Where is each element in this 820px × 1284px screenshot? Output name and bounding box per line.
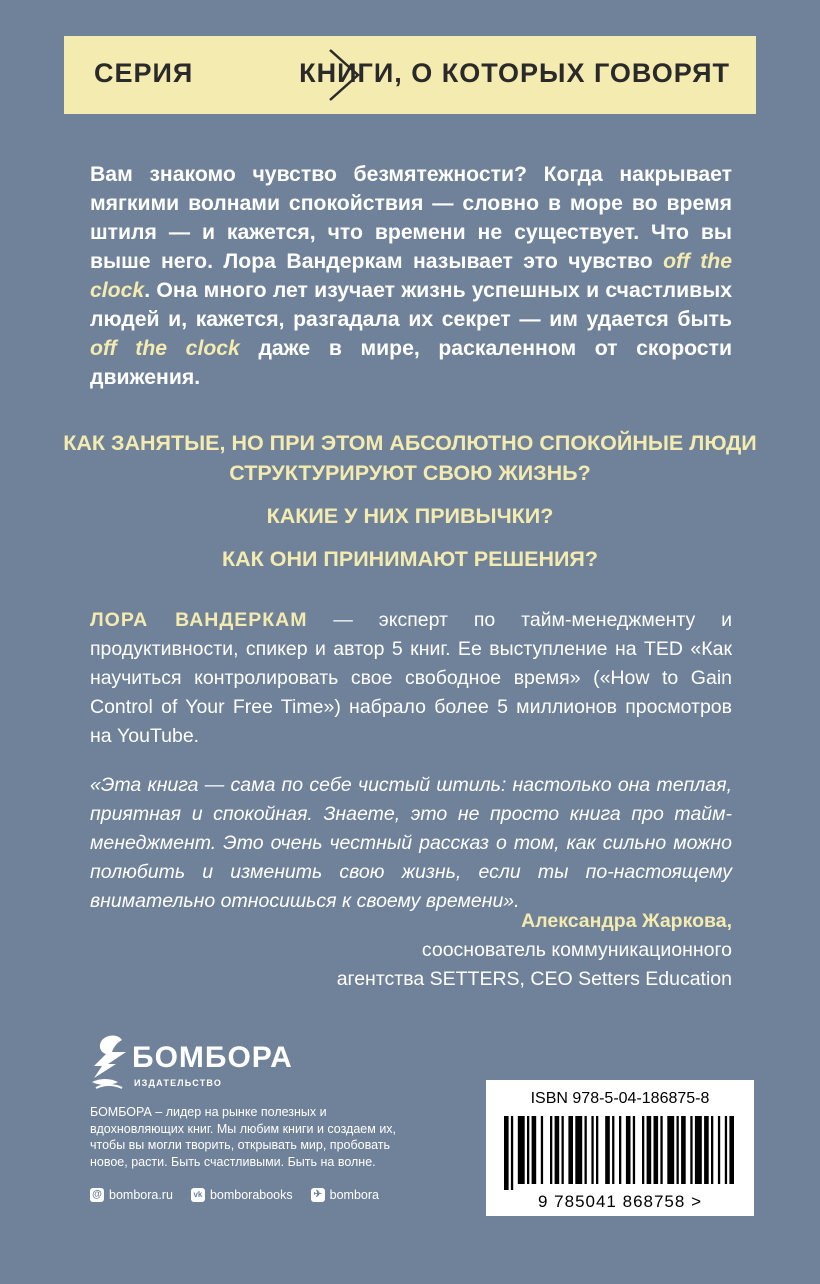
barcode-bar [532,1116,537,1184]
barcode-icon [500,1116,740,1190]
intro-accent-1: off the clock [90,250,732,302]
social-vk[interactable] [191,1188,293,1202]
intro-paragraph [90,160,732,392]
barcode-bar [725,1116,727,1184]
intro-text-2: . Она много лет изучает жизнь успешных и счастливых людей и, кажется, разгадала их секрет — им удается быть [90,279,732,331]
barcode-bar [550,1116,552,1184]
barcode-bar [681,1116,686,1184]
intro-text-3: даже в мире, раскаленном от скорости движения. [90,337,732,389]
barcode-bar [568,1116,573,1184]
barcode-box [486,1080,754,1216]
barcode-bar [511,1116,513,1190]
social-telegram[interactable] [311,1188,379,1202]
barcode-bar [575,1116,582,1184]
series-label: СЕРИЯ [94,58,194,88]
series-name: КНИГИ, О КОТОРЫХ ГОВОРЯТ [299,58,730,88]
barcode-bar [527,1116,529,1184]
barcode-bar [619,1116,621,1184]
barcode-bar [605,1116,610,1184]
telegram-icon: ✈ [311,1188,325,1202]
barcode-bar [660,1116,662,1184]
barcode-bar [555,1116,560,1184]
barcode-bar [690,1116,692,1184]
barcode-bar [504,1116,509,1190]
barcode-bar [642,1116,644,1184]
barcode-bar [596,1116,598,1184]
barcode-bar [647,1116,652,1184]
quote-signature [337,907,732,994]
intro-text-1: Вам знакомо чувство безмятежности? Когда накрывает мягкими волнами спокойствия — словно в море во время штиля — и кажется, что времени не существует. Что вы выше него. Лора Вандеркам называет это чувство [90,163,732,273]
barcode-digits: 9 785041 868758 > [537,1192,702,1211]
social-telegram-label: bombora [329,1188,379,1202]
series-banner [64,36,756,114]
quote-author: Александра Жаркова, [521,910,732,932]
social-website[interactable] [90,1188,173,1202]
barcode-bar [562,1116,564,1184]
social-vk-label: bomborabooks [209,1188,293,1202]
review-quote: «Эта книга — сама по себе чистый штиль: настолько она теплая, приятная и спокойная. Знаете, это не просто книга про тайм-менеджмент. Это очень честный рассказ о том, как сильно можно полюбить и изменить свою жизнь, если ты по-настоящему внимательно относишься к своему времени». [90,774,732,912]
barcode-bar [612,1116,614,1184]
barcode-bar [633,1116,635,1184]
publisher-logo-subtitle: ИЗДАТЕЛЬСТВО [134,1078,223,1088]
barcode-bar [695,1116,702,1184]
author-name: ЛОРА ВАНДЕРКАМ [90,609,308,631]
barcode-bar [518,1116,525,1184]
question-3: КАК ОНИ ПРИНИМАЮТ РЕШЕНИЯ? [221,547,599,571]
barcode-bar [654,1116,659,1184]
barcode-bar [626,1116,631,1184]
barcode-bar [729,1116,734,1184]
isbn-text: ISBN 978-5-04-186875-8 [530,1090,710,1107]
author-bio-text: — эксперт по тайм-менеджменту и продуктивности, спикер и автор 5 книг. Ее выступление на TED «Как научиться контролировать свое свободное время» («How to Gain Control of Your Free Time») набрало более 5 миллионов просмотров на YouTube. [90,609,732,747]
author-bio [90,606,732,751]
barcode-bar [711,1116,713,1184]
publisher-logo-title: БОМБОРА [132,1041,293,1074]
globe-icon: @ [90,1188,104,1202]
barcode-bar [541,1116,543,1184]
social-website-label: bombora.ru [109,1188,173,1202]
question-1: КАК ЗАНЯТЫЕ, НО ПРИ ЭТОМ АБСОЛЮТНО СПОКОЙНЫЕ ЛЮДИ СТРУКТУРИРУЮТ СВОЮ ЖИЗНЬ? [63,431,757,485]
question-2: КАКИЕ У НИХ ПРИВЫЧКИ? [266,504,554,528]
barcode-bar [718,1116,720,1184]
barcode-bar [667,1116,674,1184]
vk-icon: vk [191,1188,205,1202]
social-links [90,1188,379,1202]
barcode-bar [704,1116,709,1184]
barcode-bar [677,1116,679,1184]
questions-block [60,428,760,587]
barcode-bar [585,1116,587,1184]
quote-role-line-1: сооснователь коммуникационного [421,939,732,961]
quote-role-line-2: агентства SETTERS, CEO Setters Education [336,968,732,990]
barcode-bar [591,1116,593,1184]
intro-accent-2: off the clock [90,337,240,360]
publisher-description: БОМБОРА – лидер на рынке полезных и вдохновляющих книг. Мы любим книги и создаем их, чтобы вы могли творить, открывать мир, пробовать новое, расти. Быть счастливыми. Быть на волне. [90,1105,397,1169]
